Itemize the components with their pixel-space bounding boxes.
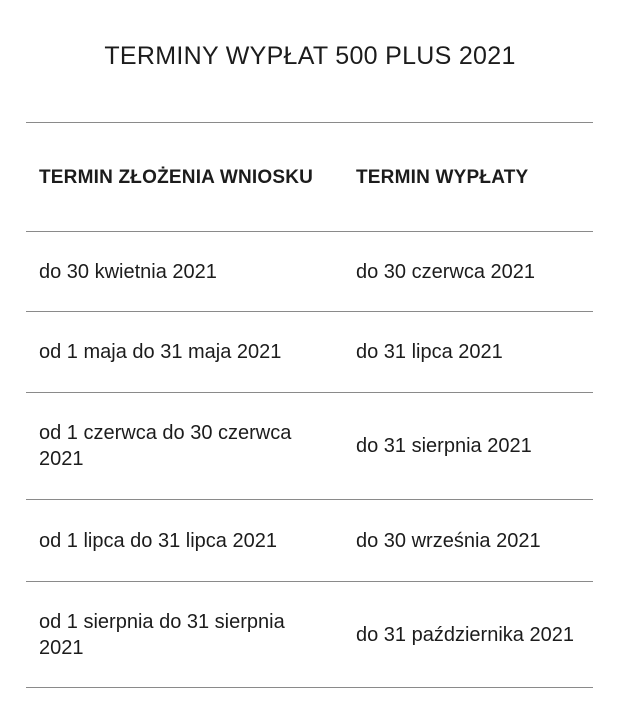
payment-deadline-cell: do 31 października 2021 <box>356 623 574 646</box>
application-deadline-cell: od 1 maja do 31 maja 2021 <box>39 341 282 363</box>
payment-schedule-table <box>26 122 593 688</box>
header-payment-deadline: TERMIN WYPŁATY <box>356 166 529 188</box>
application-deadline-cell: od 1 czerwca do 30 czerwca 2021 <box>39 422 292 470</box>
application-deadline-cell: od 1 lipca do 31 lipca 2021 <box>39 529 277 552</box>
table-row <box>26 582 593 688</box>
payment-deadline-cell: do 31 lipca 2021 <box>356 341 503 363</box>
page-title: TERMINY WYPŁAT 500 PLUS 2021 <box>104 42 516 70</box>
application-deadline-cell: do 30 kwietnia 2021 <box>39 260 217 283</box>
application-deadline-cell: od 1 sierpnia do 31 sierpnia 2021 <box>39 610 285 659</box>
header-application-deadline: TERMIN ZŁOŻENIA WNIOSKU <box>39 166 314 188</box>
payment-deadline-cell: do 30 czerwca 2021 <box>356 260 536 283</box>
payment-deadline-cell: do 30 września 2021 <box>356 529 541 552</box>
table-row <box>26 232 593 312</box>
payment-deadline-cell: do 31 sierpnia 2021 <box>356 435 532 457</box>
table-row <box>26 500 593 582</box>
table-header-row <box>26 123 593 232</box>
table-row <box>26 312 593 393</box>
table-row <box>26 393 593 500</box>
